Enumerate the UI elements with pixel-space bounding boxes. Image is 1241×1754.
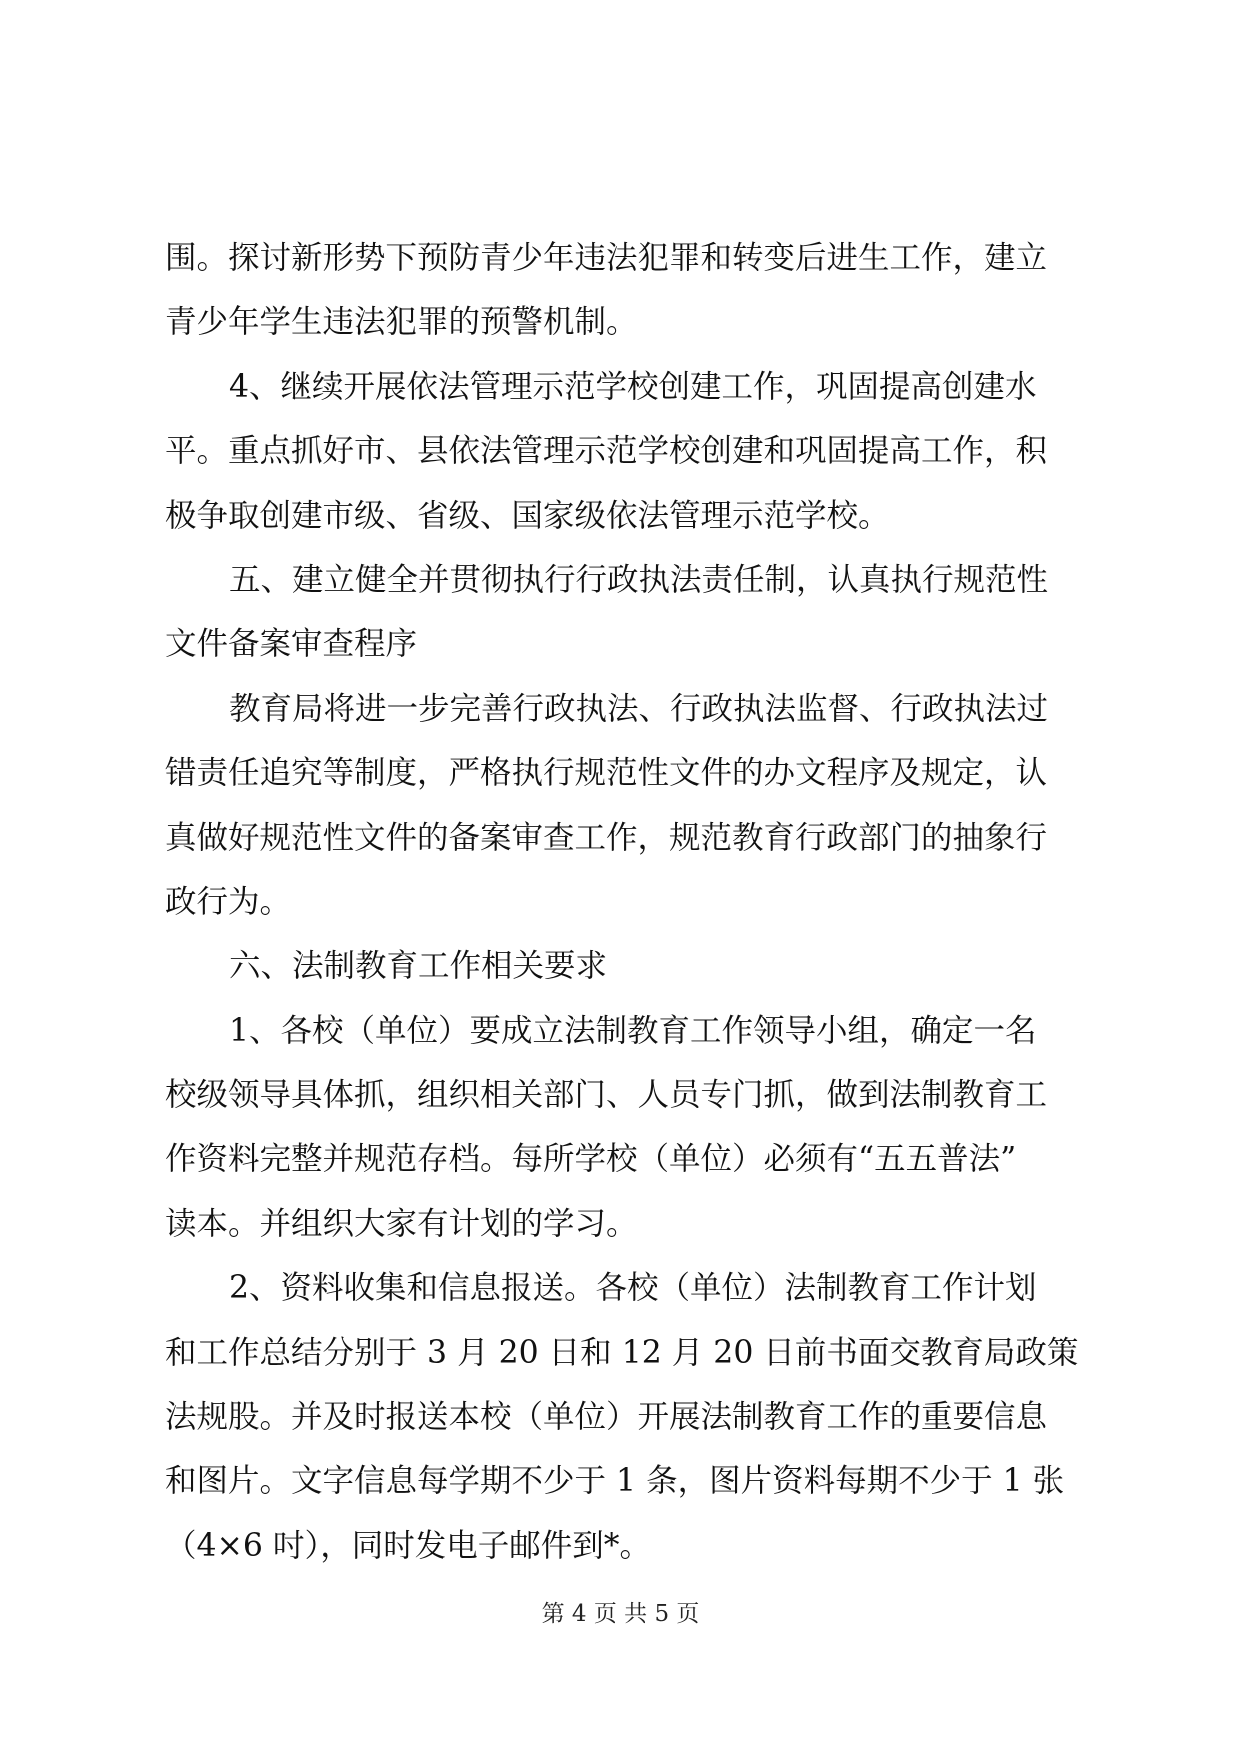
section-heading: 六、法制教育工作相关要求 xyxy=(229,948,608,985)
document-body xyxy=(165,226,1077,1578)
text-line: 和图片。文字信息每学期不少于 1 条，图片资料每期不少于 1 张 xyxy=(165,1463,1065,1500)
text-line: 1、各校（单位）要成立法制教育工作领导小组，确定一名 xyxy=(229,1012,1037,1049)
text-line: （4×6 吋），同时发电子邮件到*。 xyxy=(165,1527,651,1564)
text-line: 2、资料收集和信息报送。各校（单位）法制教育工作计划 xyxy=(229,1270,1037,1307)
text-line: 4、继续开展依法管理示范学校创建工作，巩固提高创建水 xyxy=(229,368,1037,405)
text-line: 极争取创建市级、省级、国家级依法管理示范学校。 xyxy=(165,497,890,534)
text-line: 校级领导具体抓，组织相关部门、人员专门抓，做到法制教育工 xyxy=(165,1077,1048,1114)
text-line: 教育局将进一步完善行政执法、行政执法监督、行政执法过 xyxy=(229,690,1049,727)
text-line: 和工作总结分别于 3 月 20 日和 12 月 20 日前书面交教育局政策 xyxy=(165,1334,1079,1371)
page-number-footer: 第 4 页 共 5 页 xyxy=(541,1601,700,1627)
text-line: 作资料完整并规范存档。每所学校（单位）必须有“五五普法” xyxy=(165,1141,1017,1178)
text-line: 真做好规范性文件的备案审查工作，规范教育行政部门的抽象行 xyxy=(165,819,1048,856)
text-line: 平。重点抓好市、县依法管理示范学校创建和巩固提高工作，积 xyxy=(165,433,1048,470)
text-line: 法规股。并及时报送本校（单位）开展法制教育工作的重要信息 xyxy=(165,1399,1048,1436)
text-line: 读本。并组织大家有计划的学习。 xyxy=(165,1205,638,1242)
text-line: 围。探讨新形势下预防青少年违法犯罪和转变后进生工作，建立 xyxy=(165,240,1048,276)
section-heading: 文件备案审查程序 xyxy=(165,626,418,663)
text-line: 错责任追究等制度，严格执行规范性文件的办文程序及规定，认 xyxy=(165,755,1048,792)
text-line: 政行为。 xyxy=(165,883,292,920)
section-heading: 五、建立健全并贯彻执行行政执法责任制，认真执行规范性 xyxy=(229,561,1049,598)
text-line: 青少年学生违法犯罪的预警机制。 xyxy=(165,304,638,341)
